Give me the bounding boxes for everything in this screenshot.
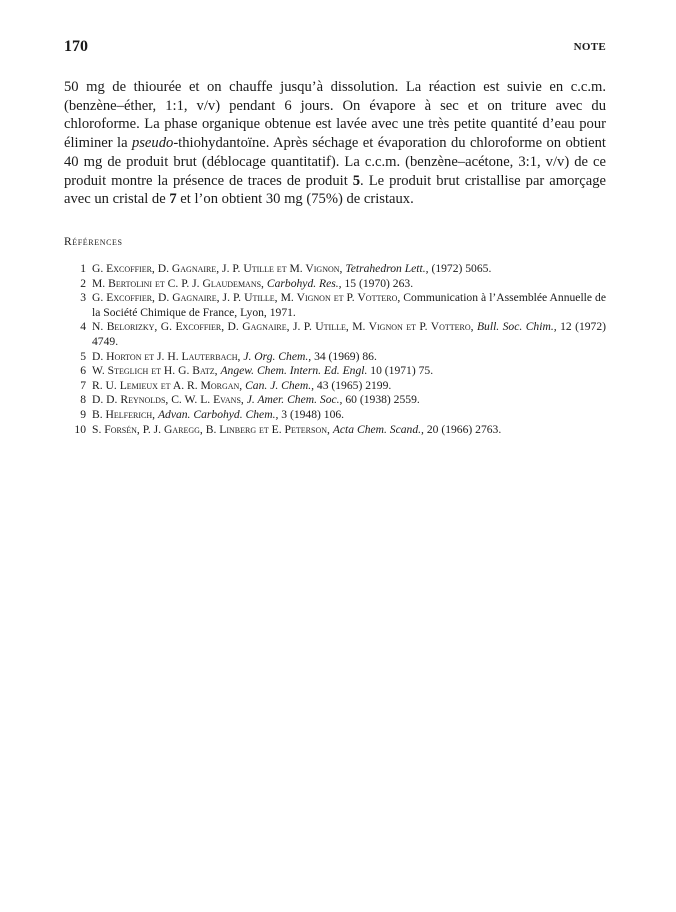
reference-details: 3 (1948) 106. xyxy=(281,407,345,421)
reference-journal: Carbohyd. Res., xyxy=(266,276,342,290)
reference-item xyxy=(64,350,606,365)
reference-text xyxy=(92,379,606,394)
reference-item xyxy=(64,277,606,292)
body-text-compound-5: 5 xyxy=(352,172,361,189)
reference-journal: Tetrahedron Lett., xyxy=(345,262,429,275)
body-text-2: -thiohydantoïne. Après séchage et évaporation du chloroforme on obtient 40 mg de produit brut (déblocage quantitatif). La c.c.m. (benzène–acétone, 3:1, v/v) de ce produit montre la présence de traces de produit xyxy=(64,135,606,189)
reference-number: 3 xyxy=(80,291,86,305)
reference-details: 43 (1965) 2199. xyxy=(316,378,392,392)
reference-item xyxy=(64,364,606,379)
reference-text xyxy=(92,408,606,423)
reference-number: 9 xyxy=(80,407,86,421)
reference-number: 8 xyxy=(80,393,86,407)
reference-text xyxy=(92,277,606,292)
reference-text xyxy=(92,364,606,379)
body-text-compound-7: 7 xyxy=(169,191,177,208)
reference-number: 2 xyxy=(80,276,86,290)
reference-item xyxy=(64,262,606,277)
body-text-3: . Le produit brut cristallise par amorçage avec un cristal de xyxy=(64,172,606,208)
reference-authors: D. Horton et J. H. Lauterbach, xyxy=(92,349,241,363)
reference-authors: R. U. Lemieux et A. R. Morgan, xyxy=(92,378,243,392)
reference-number: 1 xyxy=(80,262,86,275)
reference-item xyxy=(64,291,606,320)
reference-item xyxy=(64,393,606,408)
reference-journal: Bull. Soc. Chim., xyxy=(476,320,557,334)
page-number: 170 xyxy=(64,38,88,55)
reference-number: 5 xyxy=(80,349,86,363)
running-head: NOTE xyxy=(573,41,606,53)
reference-authors: G. Excoffier, D. Gagnaire, J. P. Utille et M. Vignon, xyxy=(92,262,343,275)
reference-details: 60 (1938) 2559. xyxy=(345,393,420,407)
references-heading: Références xyxy=(64,236,123,248)
reference-text xyxy=(92,350,606,365)
reference-details: 20 (1966) 2763. xyxy=(426,422,502,436)
reference-details: 15 (1970) 263. xyxy=(344,276,414,290)
reference-authors: B. Helferich, xyxy=(92,407,156,421)
reference-journal: Advan. Carbohyd. Chem., xyxy=(157,407,279,421)
reference-details: 10 (1971) 75. xyxy=(370,364,434,378)
reference-authors: G. Excoffier, D. Gagnaire, J. P. Utille, M. Vignon et P. Vottero, xyxy=(92,291,401,305)
body-text-1: 50 mg de thiourée et on chauffe jusqu’à dissolution. La réaction est suivie en c.c.m. (benzène–éther, 1:1, v/v) pendant 6 jours. On évapore à sec et on triture avec du chloroforme. La phase organique obtenue est lavée avec une très petite quantité d’eau pour éliminer la xyxy=(64,79,606,152)
body-text-4: et l’on obtient 30 mg (75%) de cristaux. xyxy=(176,191,414,208)
reference-journal: Can. J. Chem., xyxy=(245,378,314,392)
reference-text xyxy=(92,393,606,408)
reference-details: Communication à l’Assemblée Annuelle de la Société Chimique de France, Lyon, 1971. xyxy=(92,291,606,319)
reference-authors: M. Bertolini et C. P. J. Glaudemans, xyxy=(92,276,264,290)
reference-authors: S. Forsén, P. J. Garegg, B. Linberg et E. Peterson, xyxy=(92,422,330,436)
reference-details: (1972) 5065. xyxy=(431,262,492,275)
reference-item xyxy=(64,379,606,394)
reference-journal: J. Org. Chem., xyxy=(243,349,312,363)
reference-text xyxy=(92,262,606,277)
page-header xyxy=(64,38,606,60)
reference-item xyxy=(64,320,606,349)
reference-number: 10 xyxy=(74,422,86,436)
reference-text xyxy=(92,320,606,349)
reference-authors: W. Steglich et H. G. Batz, xyxy=(92,364,218,378)
reference-item xyxy=(64,408,606,423)
reference-item xyxy=(64,423,606,438)
reference-authors: D. D. Reynolds, C. W. L. Evans, xyxy=(92,393,244,407)
reference-authors: N. Belorizky, G. Excoffier, D. Gagnaire, J. P. Utille, M. Vignon et P. Vottero, xyxy=(92,320,474,334)
body-text-italic-pseudo: pseudo xyxy=(131,135,174,152)
reference-number: 6 xyxy=(80,364,86,378)
reference-details: 34 (1969) 86. xyxy=(314,349,377,363)
reference-journal: Acta Chem. Scand., xyxy=(332,422,424,436)
reference-text xyxy=(92,423,606,438)
reference-number: 7 xyxy=(80,378,86,392)
reference-text xyxy=(92,291,606,320)
reference-number: 4 xyxy=(80,320,86,334)
reference-journal: Angew. Chem. Intern. Ed. Engl. xyxy=(220,364,368,378)
references-list xyxy=(64,262,606,437)
reference-journal: J. Amer. Chem. Soc., xyxy=(246,393,343,407)
body-paragraph xyxy=(64,78,606,209)
reference-details: 12 (1972) 4749. xyxy=(92,320,606,348)
